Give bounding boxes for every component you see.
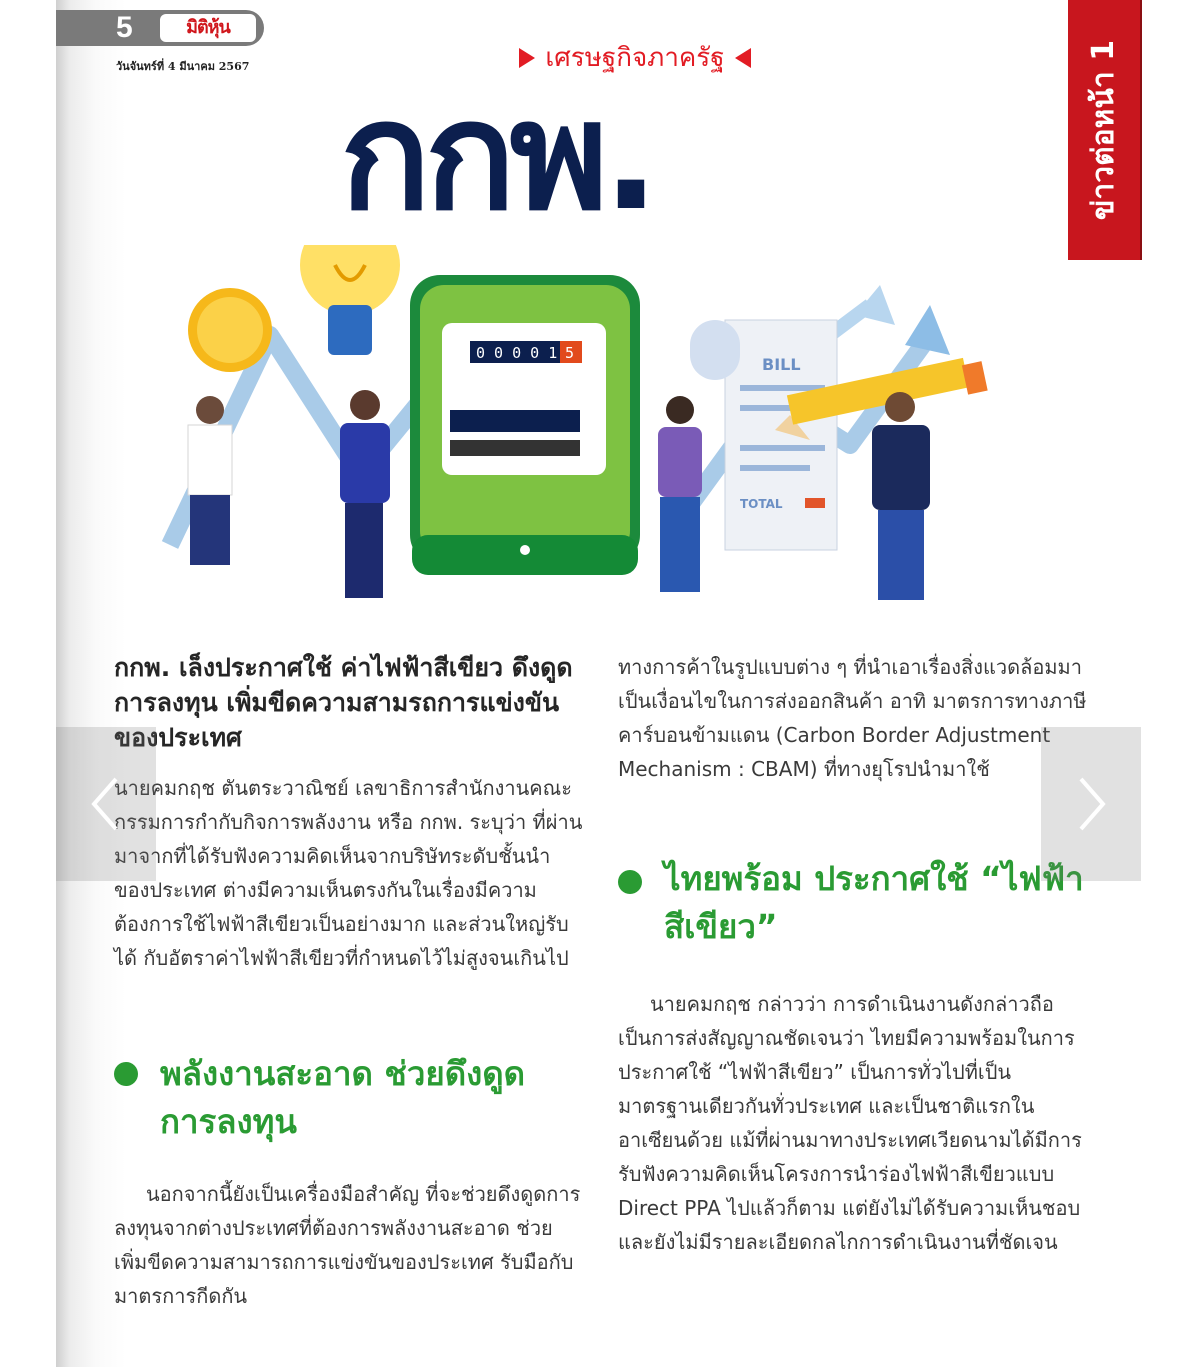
bill-title: BILL <box>762 355 801 374</box>
electric-meter <box>410 275 640 575</box>
article-paragraph-3: ทางการค้าในรูปแบบต่าง ๆ ที่นำเอาเรื่องสิ่งแวดล้อมมาเป็นเงื่อนไขในการส่งออกสินค้า อาทิ มาตรการทางภาษีคาร์บอนข้ามแดน (Carbon Border Adjustment Mechanism : CBAM) ที่ทางยุโรปนำมาใช้ <box>618 655 1087 781</box>
subheading-clean-energy: พลังงานสะอาด ช่วยดึงดูดการลงทุน <box>160 1054 526 1141</box>
bullet-dot-icon <box>618 870 642 894</box>
triangle-left-icon <box>735 48 751 68</box>
coin-inner <box>197 297 263 363</box>
previous-page-button[interactable] <box>56 727 156 881</box>
person-with-pencil <box>872 392 930 600</box>
chevron-left-icon <box>86 774 126 834</box>
section-name: เศรษฐกิจภาครัฐ <box>545 43 725 73</box>
page-title: กกพ. <box>340 70 654 244</box>
page-gutter <box>0 0 56 1367</box>
article-paragraph-1: นายคมกฤช ตันตระวาณิชย์ เลขาธิการสำนักงานคณะกรรมการกำกับกิจการพลังงาน หรือ กกพ. ระบุว่า ที่ผ่านมาจากที่ได้รับฟังความคิดเห็นจากบริษัทระดับชั้นนำของประเทศ ต่างมีความเห็นตรงกันในเรื่องมีความต้องการใช้ไฟฟ้าสีเขียวเป็นอย่างมาก และส่วนใหญ่รับได้ กับอัตราค่าไฟฟ้าสีเขียวที่กำหนดไว้ไม่สูงจนเกินไป <box>114 776 583 970</box>
side-tab-label: ข่าวต่อหน้า 1 <box>1086 39 1121 221</box>
side-tab-label-wrap <box>1068 0 1140 260</box>
page-number: 5 <box>116 11 133 44</box>
article-headline: กกพ. เล็งประกาศใช้ ค่าไฟฟ้าสีเขียว ดึงดูดการลงทุน เพิ่มขีดความสามรถการแข่งขันของประเทศ <box>114 653 573 752</box>
meter-digits: 0 0 0 0 1 <box>476 344 558 362</box>
issue-date: วันจันทร์ที่ 4 มีนาคม 2567 <box>116 60 250 73</box>
person-woman <box>658 396 702 592</box>
person-pointing-left <box>340 390 390 598</box>
electricity-meter-illustration <box>150 245 1000 615</box>
article-paragraph-4: นายคมกฤช กล่าวว่า การดำเนินงานดังกล่าวถือเป็นการส่งสัญญาณชัดเจนว่า ไทยมีความพร้อมในการประกาศใช้ “ไฟฟ้าสีเขียว” เป็นการทั่วไปที่เป็นมาตรฐานเดียวกันทั่วประเทศ และเป็นชาติแรกในอาเซียนด้วย แม้ที่ผ่านมาทางประเทศเวียดนามได้มีการรับฟังความคิดเห็นโครงการนำร่องไฟฟ้าสีเขียวแบบ Direct PPA ไปแล้วก็ตาม แต่ยังไม่ได้รับความเห็นชอบและยังไม่มีรายละเอียดกลไกการดำเนินงานที่ชัดเจน <box>618 992 1082 1254</box>
bill-total: TOTAL <box>740 497 783 511</box>
subheading-green-electricity: ไทยพร้อม ประกาศใช้ “ไฟฟ้าสีเขียว” <box>664 859 1084 946</box>
next-page-button[interactable] <box>1041 727 1141 881</box>
chevron-right-icon <box>1071 774 1111 834</box>
bullet-dot-icon <box>114 1062 138 1086</box>
light-bulb-icon <box>300 245 400 355</box>
article-paragraph-2: นอกจากนี้ยังเป็นเครื่องมือสำคัญ ที่จะช่วยดึงดูดการลงทุนจากต่างประเทศที่ต้องการพลังงานสะอาด ช่วยเพิ่มขีดความสามารถการแข่งขันของประเทศ รับมือกับมาตรการกีดกัน <box>114 1182 581 1308</box>
meter-digit-red: 5 <box>565 344 575 362</box>
triangle-right-icon <box>519 48 535 68</box>
publication-logo: มิติหุ้น <box>160 14 256 42</box>
